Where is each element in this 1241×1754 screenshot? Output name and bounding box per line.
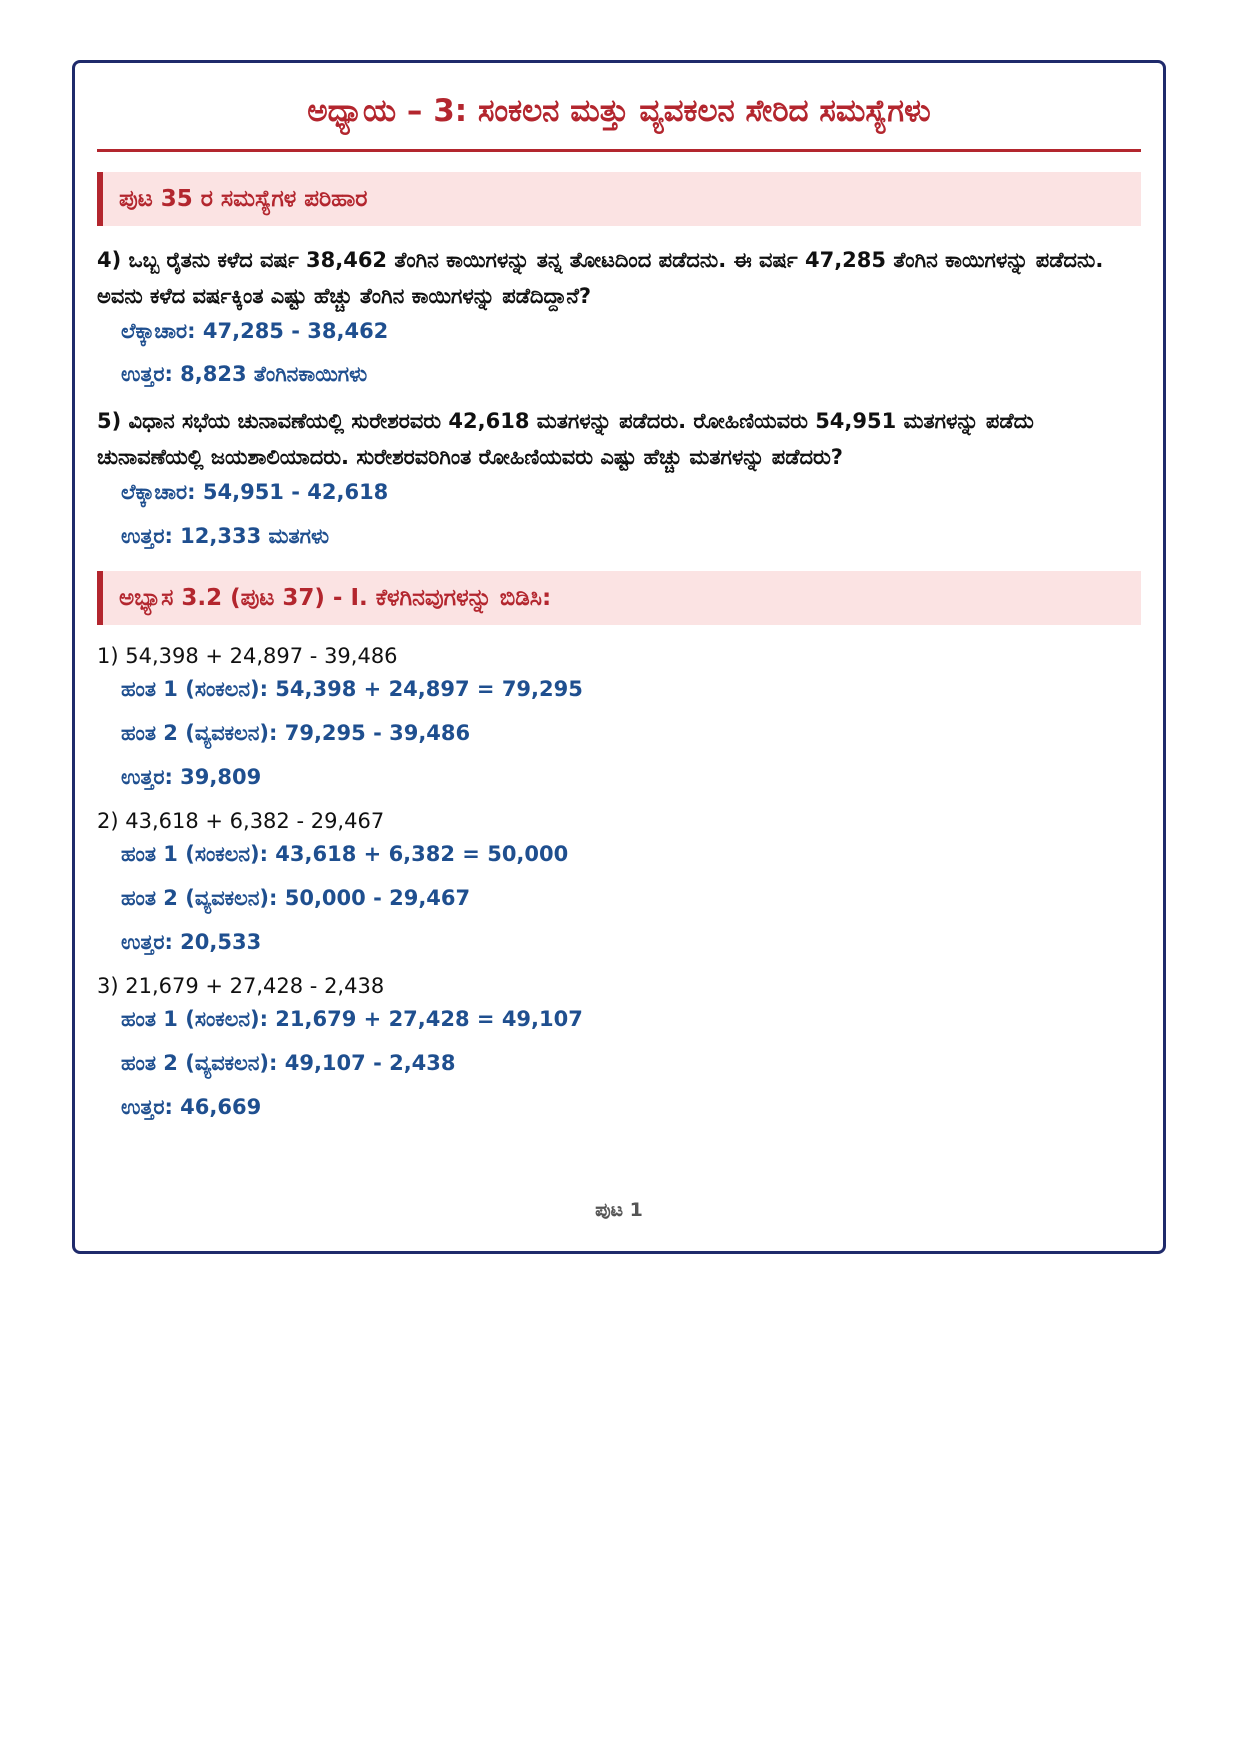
page-card bbox=[72, 60, 1166, 1254]
step-2-line: ಹಂತ 2 (ವ್ಯವಕಲನ): 50,000 - 29,467 bbox=[121, 886, 471, 911]
exercise-expression: 2) 43,618 + 6,382 - 29,467 bbox=[97, 809, 385, 834]
section-heading-exercise-3-2: ಅಭ್ಯಾಸ 3.2 (ಪುಟ 37) - I. ಕೆಳಗಿನವುಗಳನ್ನು ಬಿಡಿಸಿ: bbox=[97, 571, 1141, 625]
answer-line: ಉತ್ತರ: 20,533 bbox=[121, 930, 262, 955]
exercise-3 bbox=[97, 971, 1141, 1122]
calculation-line: ಲೆಕ್ಕಾಚಾರ: 47,285 - 38,462 bbox=[121, 319, 389, 344]
answer-line: ಉತ್ತರ: 12,333 ಮತಗಳು bbox=[121, 524, 330, 549]
page-number: ಪುಟ 1 bbox=[595, 1199, 643, 1221]
problem-text: 4) ಒಬ್ಬ ರೈತನು ಕಳೆದ ವರ್ಷ 38,462 ತೆಂಗಿನ ಕಾಯಿಗಳನ್ನು ತನ್ನ ತೋಟದಿಂದ ಪಡೆದನು. ಈ ವರ್ಷ 47,285 ತೆಂಗಿನ ಕಾಯಿಗಳನ್ನು ಪಡೆದನು. ಅವನು ಕಳೆದ ವರ್ಷಕ್ಕಿಂತ ಎಷ್ಟು ಹೆಚ್ಚು ತೆಂಗಿನ ಕಾಯಿಗಳನ್ನು ಪಡೆದಿದ್ದಾನೆ? bbox=[97, 248, 1104, 309]
step-2-line: ಹಂತ 2 (ವ್ಯವಕಲನ): 49,107 - 2,438 bbox=[121, 1051, 456, 1076]
problem-5 bbox=[97, 403, 1141, 551]
answer-line: ಉತ್ತರ: 39,809 bbox=[121, 765, 262, 790]
problem-4 bbox=[97, 242, 1141, 389]
exercise-expression: 3) 21,679 + 27,428 - 2,438 bbox=[97, 974, 385, 999]
step-1-line: ಹಂತ 1 (ಸಂಕಲನ): 43,618 + 6,382 = 50,000 bbox=[121, 842, 569, 867]
chapter-title: ಅಧ್ಯಾಯ – 3: ಸಂಕಲನ ಮತ್ತು ವ್ಯವಕಲನ ಸೇರಿದ ಸಮಸ್ಯೆಗಳು bbox=[307, 93, 931, 129]
step-1-line: ಹಂತ 1 (ಸಂಕಲನ): 54,398 + 24,897 = 79,295 bbox=[121, 677, 583, 702]
calculation-line: ಲೆಕ್ಕಾಚಾರ: 54,951 - 42,618 bbox=[121, 480, 389, 505]
step-2-line: ಹಂತ 2 (ವ್ಯವಕಲನ): 79,295 - 39,486 bbox=[121, 721, 471, 746]
exercise-2 bbox=[97, 806, 1141, 957]
answer-line: ಉತ್ತರ: 8,823 ತೆಂಗಿನಕಾಯಿಗಳು bbox=[121, 362, 368, 387]
exercise-1 bbox=[97, 641, 1141, 792]
exercise-expression: 1) 54,398 + 24,897 - 39,486 bbox=[97, 644, 398, 669]
answer-line: ಉತ್ತರ: 46,669 bbox=[121, 1095, 262, 1120]
step-1-line: ಹಂತ 1 (ಸಂಕಲನ): 21,679 + 27,428 = 49,107 bbox=[121, 1007, 583, 1032]
section-heading-page35: ಪುಟ 35 ರ ಸಮಸ್ಯೆಗಳ ಪರಿಹಾರ bbox=[97, 172, 1141, 226]
problem-text: 5) ವಿಧಾನ ಸಭೆಯ ಚುನಾವಣೆಯಲ್ಲಿ ಸುರೇಶರವರು 42,618 ಮತಗಳನ್ನು ಪಡೆದರು. ರೋಹಿಣಿಯವರು 54,951 ಮತಗಳನ್ನು ಪಡೆದು ಚುನಾವಣೆಯಲ್ಲಿ ಜಯಶಾಲಿಯಾದರು. ಸುರೇಶರವರಿಗಿಂತ ರೋಹಿಣಿಯವರು ಎಷ್ಟು ಹೆಚ್ಚು ಮತಗಳನ್ನು ಪಡೆದರು? bbox=[97, 409, 1034, 470]
title-divider bbox=[97, 149, 1141, 152]
